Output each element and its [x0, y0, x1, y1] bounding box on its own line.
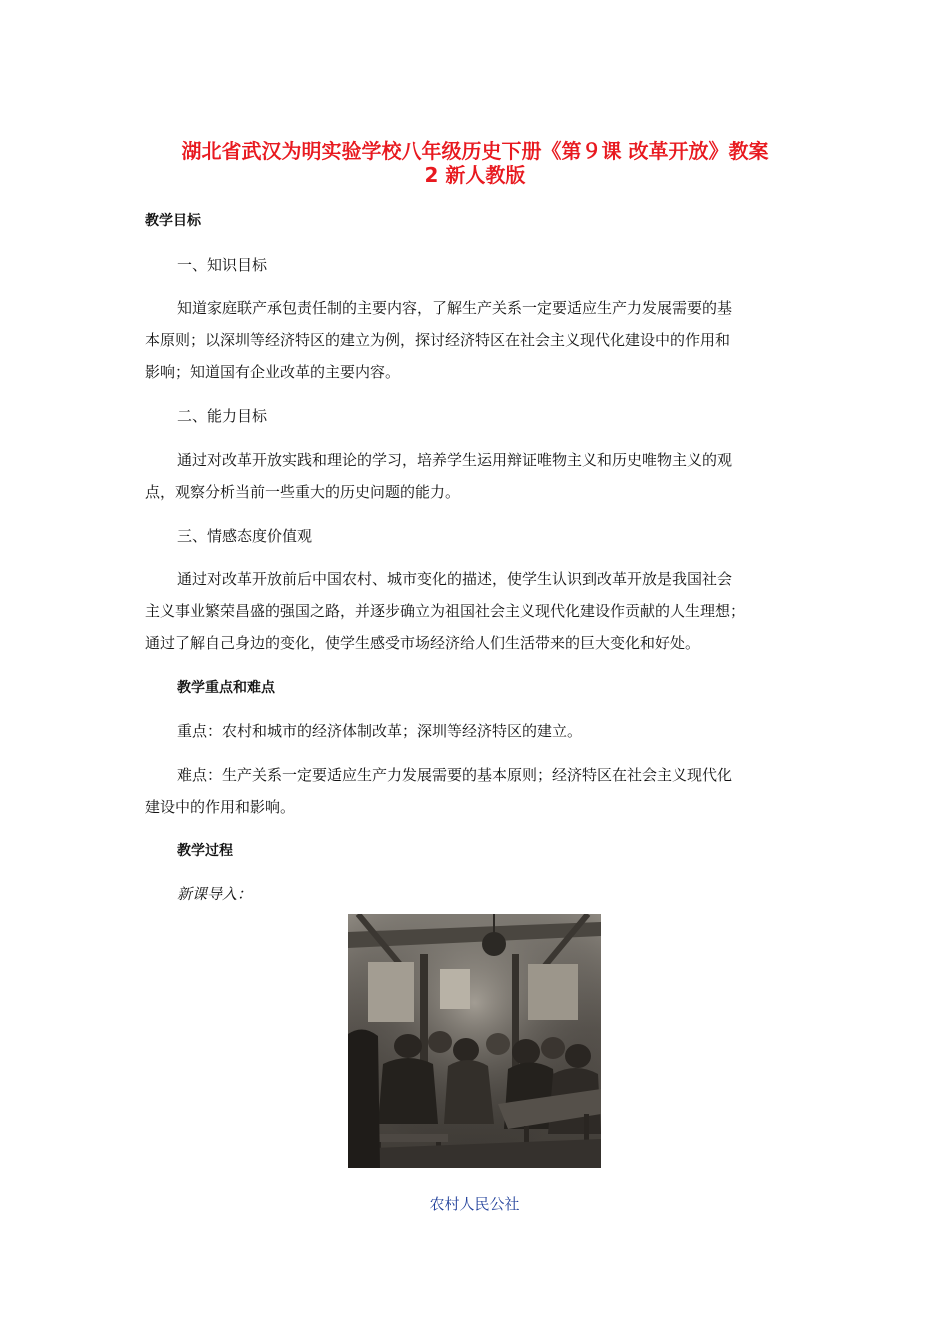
emotion-paragraph-line-2: 主义事业繁荣昌盛的强国之路，并逐步确立为祖国社会主义现代化建设作贡献的人生理想；	[145, 602, 746, 620]
knowledge-paragraph-line-1: 知道家庭联产承包责任制的主要内容，了解生产关系一定要适应生产力发展需要的基	[177, 299, 733, 317]
ability-paragraph-line-2: 点，观察分析当前一些重大的历史问题的能力。	[145, 483, 461, 501]
knowledge-paragraph-line-2: 本原则；以深圳等经济特区的建立为例，探讨经济特区在社会主义现代化建设中的作用和	[145, 331, 731, 349]
knowledge-paragraph-line-3: 影响；知道国有企业改革的主要内容。	[145, 363, 401, 381]
knowledge-goals-heading: 一、知识目标	[177, 256, 268, 274]
key-point: 重点：农村和城市的经济体制改革；深圳等经济特区的建立。	[177, 722, 583, 740]
teaching-process-heading: 教学过程	[177, 843, 233, 859]
document-title-line-1: 湖北省武汉为明实验学校八年级历史下册《第９课 改革开放》教案	[181, 139, 769, 163]
ability-goals-heading: 二、能力目标	[177, 407, 268, 425]
teaching-goals-heading: 教学目标	[145, 213, 201, 229]
emotion-paragraph-line-1: 通过对改革开放前后中国农村、城市变化的描述，使学生认识到改革开放是我国社会	[177, 570, 733, 588]
ability-paragraph-line-1: 通过对改革开放实践和理论的学习，培养学生运用辩证唯物主义和历史唯物主义的观	[177, 451, 733, 469]
difficult-point-line-2: 建设中的作用和影响。	[145, 798, 296, 816]
key-difficult-heading: 教学重点和难点	[177, 680, 275, 696]
document-title-line-2: 2 新人教版	[424, 163, 526, 187]
new-lesson-intro-label: 新课导入：	[177, 885, 253, 903]
people-commune-photo	[348, 914, 601, 1168]
difficult-point-line-1: 难点：生产关系一定要适应生产力发展需要的基本原则；经济特区在社会主义现代化	[177, 766, 733, 784]
photo-caption: 农村人民公社	[429, 1195, 520, 1213]
emotion-goals-heading: 三、情感态度价值观	[177, 527, 313, 545]
emotion-paragraph-line-3: 通过了解自己身边的变化，使学生感受市场经济给人们生活带来的巨大变化和好处。	[145, 634, 701, 652]
